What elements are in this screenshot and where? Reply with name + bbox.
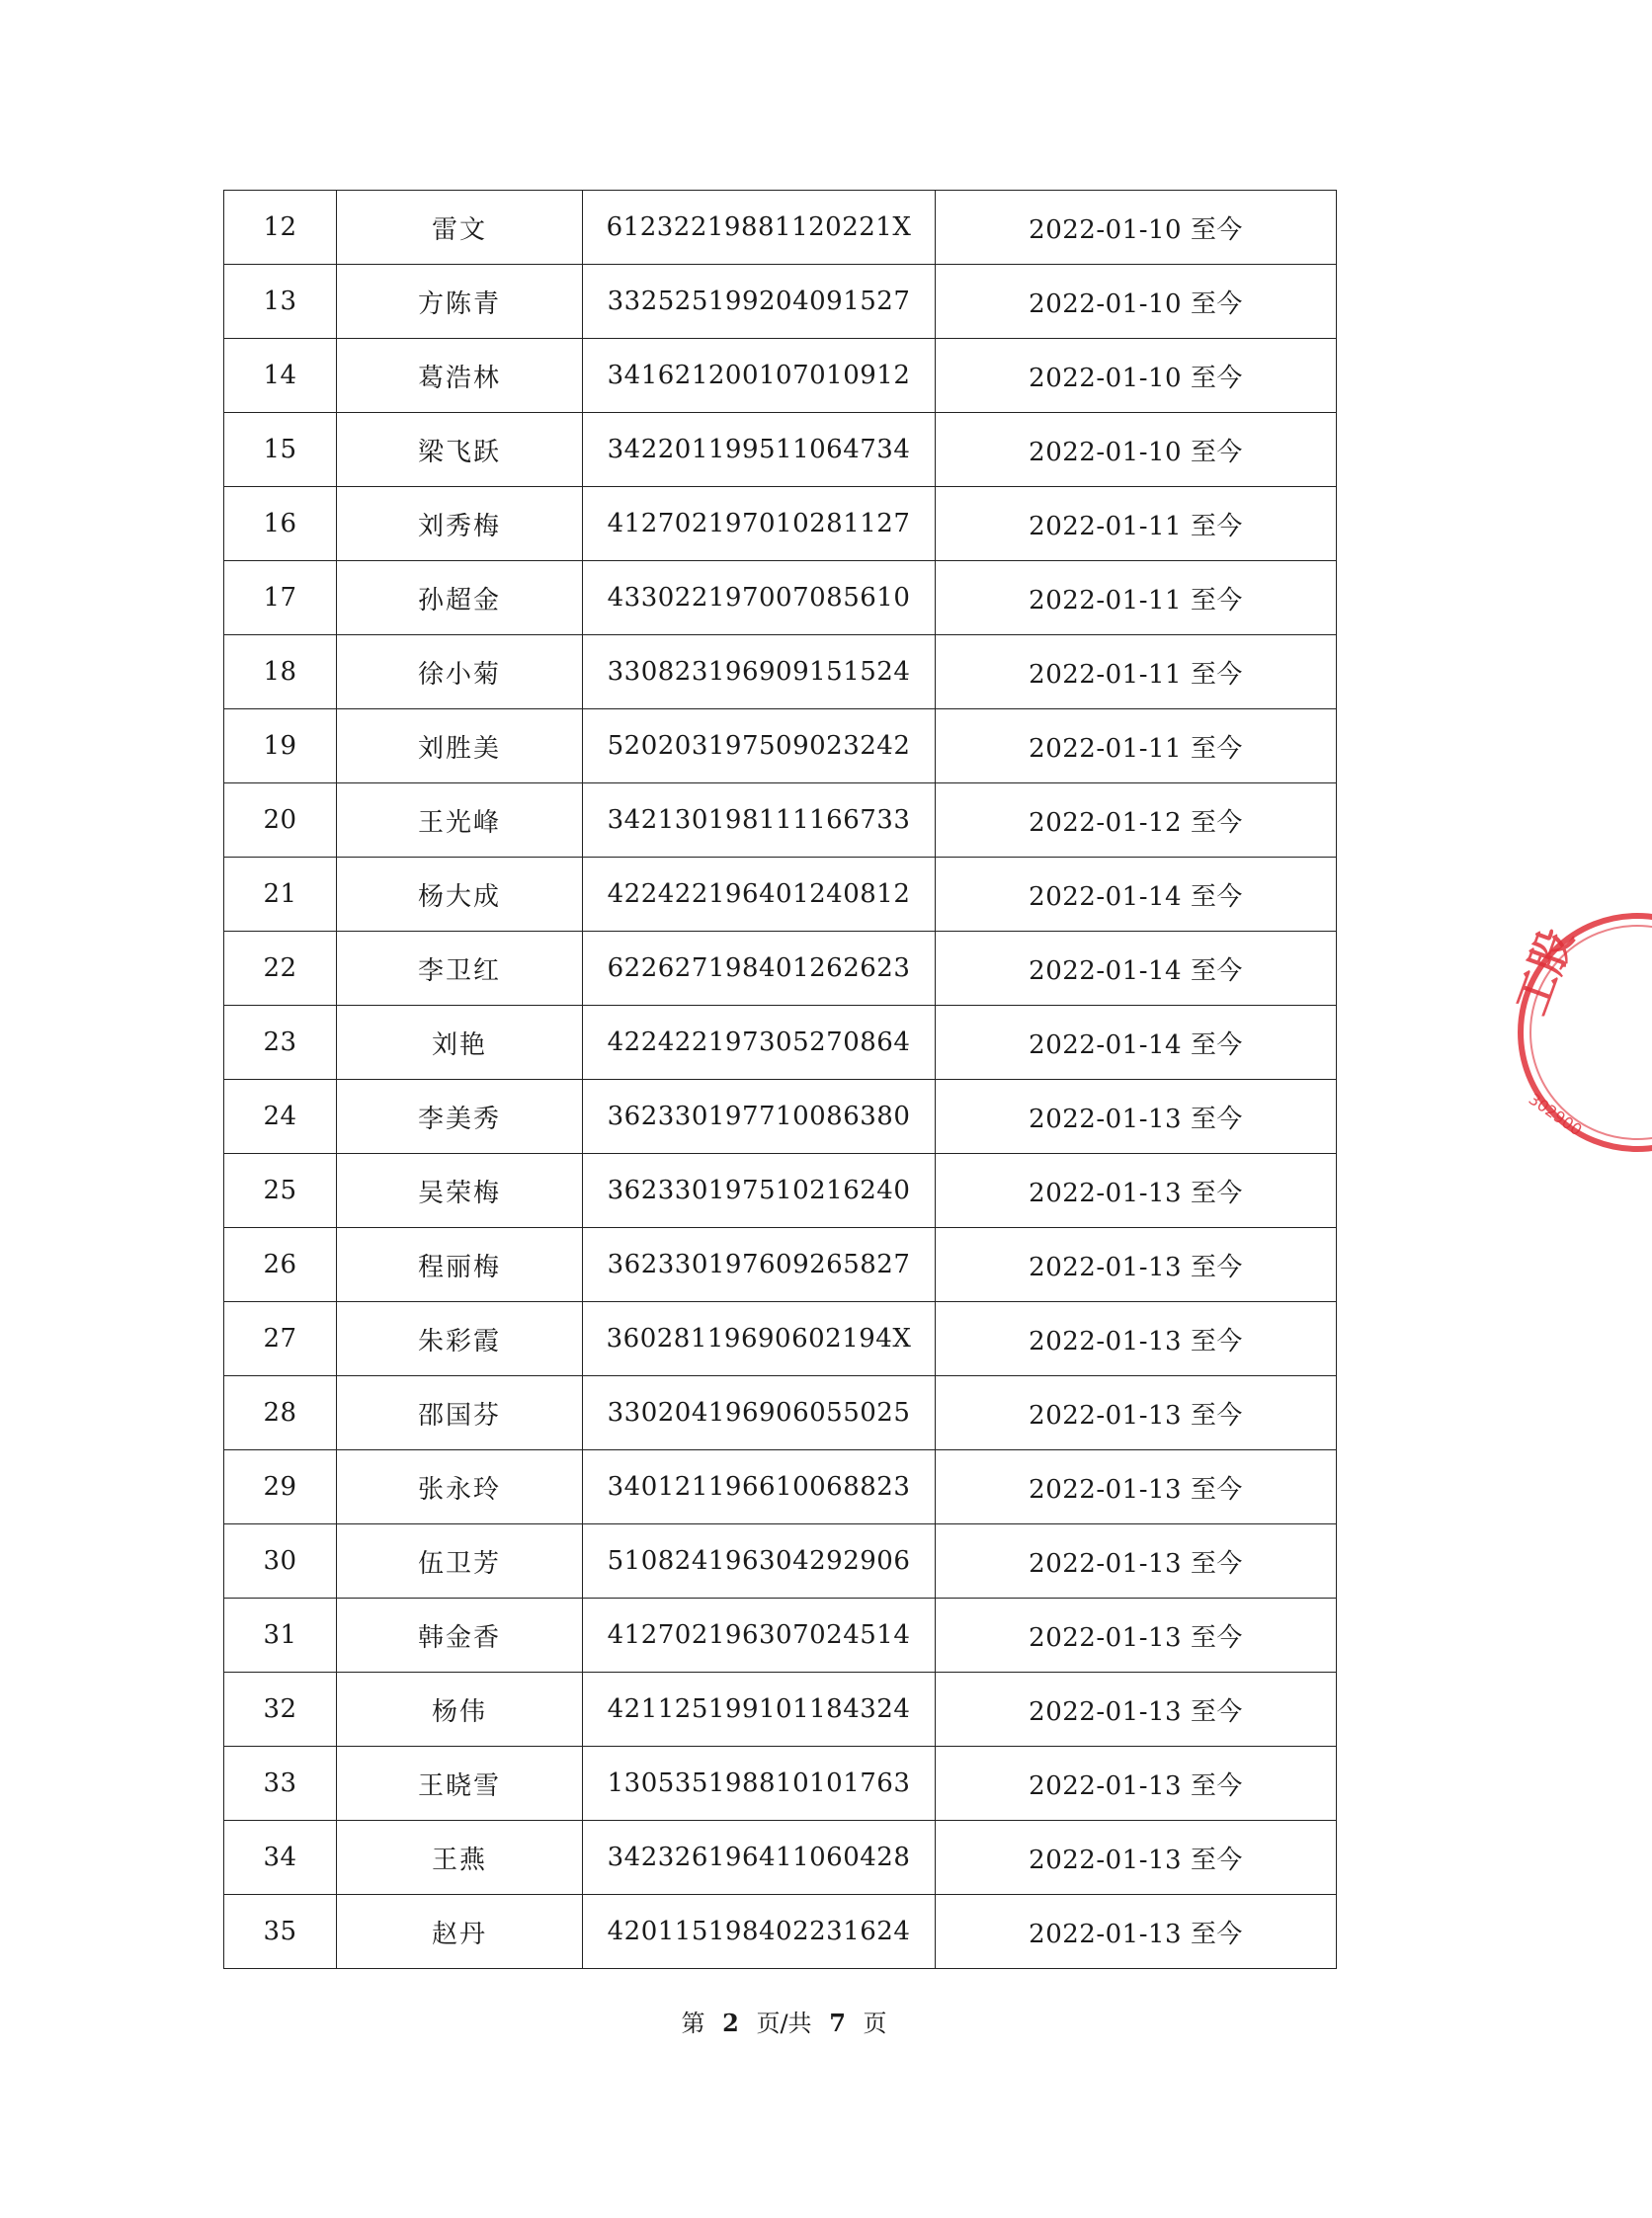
official-seal — [1504, 869, 1652, 1195]
name-cell: 刘胜美 — [337, 709, 583, 783]
table-row — [224, 1895, 1337, 1969]
row-number-cell: 31 — [224, 1599, 337, 1673]
row-number-cell: 16 — [224, 487, 337, 561]
roster-table — [223, 190, 1337, 1969]
footer-total-pages: 7 — [829, 2009, 846, 2037]
table-row — [224, 1154, 1337, 1228]
date-cell: 2022-01-13 至今 — [936, 1228, 1337, 1302]
date-cell: 2022-01-13 至今 — [936, 1302, 1337, 1376]
row-number-cell: 21 — [224, 858, 337, 932]
date-cell: 2022-01-10 至今 — [936, 191, 1337, 265]
table-row — [224, 932, 1337, 1006]
name-cell: 王晓雪 — [337, 1747, 583, 1821]
id-number-cell: 420115198402231624 — [583, 1895, 936, 1969]
id-number-cell: 332525199204091527 — [583, 265, 936, 339]
row-number-cell: 14 — [224, 339, 337, 413]
name-cell: 徐小菊 — [337, 635, 583, 709]
table-row — [224, 191, 1337, 265]
date-cell: 2022-01-13 至今 — [936, 1673, 1337, 1747]
date-cell: 2022-01-13 至今 — [936, 1599, 1337, 1673]
id-number-cell: 412702197010281127 — [583, 487, 936, 561]
row-number-cell: 26 — [224, 1228, 337, 1302]
name-cell: 吴荣梅 — [337, 1154, 583, 1228]
table-row — [224, 1228, 1337, 1302]
date-cell: 2022-01-12 至今 — [936, 783, 1337, 858]
date-cell: 2022-01-10 至今 — [936, 339, 1337, 413]
name-cell: 赵丹 — [337, 1895, 583, 1969]
date-cell: 2022-01-14 至今 — [936, 1006, 1337, 1080]
id-number-cell: 422422196401240812 — [583, 858, 936, 932]
id-number-cell: 36028119690602194X — [583, 1302, 936, 1376]
date-cell: 2022-01-13 至今 — [936, 1524, 1337, 1599]
row-number-cell: 17 — [224, 561, 337, 635]
row-number-cell: 13 — [224, 265, 337, 339]
row-number-cell: 32 — [224, 1673, 337, 1747]
row-number-cell: 35 — [224, 1895, 337, 1969]
date-cell: 2022-01-10 至今 — [936, 265, 1337, 339]
table-row — [224, 858, 1337, 932]
table-row — [224, 1673, 1337, 1747]
date-cell: 2022-01-13 至今 — [936, 1747, 1337, 1821]
footer-current-page: 2 — [722, 2009, 739, 2037]
table-row — [224, 709, 1337, 783]
row-number-cell: 34 — [224, 1821, 337, 1895]
id-number-cell: 342130198111166733 — [583, 783, 936, 858]
id-number-cell: 130535198810101763 — [583, 1747, 936, 1821]
name-cell: 张永玲 — [337, 1450, 583, 1524]
row-number-cell: 28 — [224, 1376, 337, 1450]
name-cell: 伍卫芳 — [337, 1524, 583, 1599]
name-cell: 刘艳 — [337, 1006, 583, 1080]
table-row — [224, 561, 1337, 635]
name-cell: 朱彩霞 — [337, 1302, 583, 1376]
date-cell: 2022-01-13 至今 — [936, 1895, 1337, 1969]
row-number-cell: 15 — [224, 413, 337, 487]
row-number-cell: 33 — [224, 1747, 337, 1821]
date-cell: 2022-01-11 至今 — [936, 709, 1337, 783]
id-number-cell: 342326196411060428 — [583, 1821, 936, 1895]
date-cell: 2022-01-13 至今 — [936, 1376, 1337, 1450]
name-cell: 杨大成 — [337, 858, 583, 932]
id-number-cell: 330823196909151524 — [583, 635, 936, 709]
date-cell: 2022-01-10 至今 — [936, 413, 1337, 487]
id-number-cell: 340121196610068823 — [583, 1450, 936, 1524]
id-number-cell: 433022197007085610 — [583, 561, 936, 635]
table-row — [224, 413, 1337, 487]
date-cell: 2022-01-13 至今 — [936, 1450, 1337, 1524]
table-row — [224, 1450, 1337, 1524]
row-number-cell: 24 — [224, 1080, 337, 1154]
name-cell: 杨伟 — [337, 1673, 583, 1747]
footer-middle: 页/共 — [756, 2010, 812, 2037]
row-number-cell: 27 — [224, 1302, 337, 1376]
table-row — [224, 339, 1337, 413]
date-cell: 2022-01-13 至今 — [936, 1080, 1337, 1154]
id-number-cell: 362330197510216240 — [583, 1154, 936, 1228]
table-row — [224, 1524, 1337, 1599]
row-number-cell: 25 — [224, 1154, 337, 1228]
name-cell: 韩金香 — [337, 1599, 583, 1673]
seal-number: 302900 — [1525, 1089, 1586, 1140]
name-cell: 李卫红 — [337, 932, 583, 1006]
table-row — [224, 783, 1337, 858]
table-row — [224, 1080, 1337, 1154]
name-cell: 雷文 — [337, 191, 583, 265]
id-number-cell: 330204196906055025 — [583, 1376, 936, 1450]
name-cell: 方陈青 — [337, 265, 583, 339]
name-cell: 葛浩林 — [337, 339, 583, 413]
footer-suffix: 页 — [863, 2010, 887, 2037]
name-cell: 孙超金 — [337, 561, 583, 635]
row-number-cell: 18 — [224, 635, 337, 709]
id-number-cell: 342201199511064734 — [583, 413, 936, 487]
name-cell: 王光峰 — [337, 783, 583, 858]
id-number-cell: 412702196307024514 — [583, 1599, 936, 1673]
name-cell: 王燕 — [337, 1821, 583, 1895]
date-cell: 2022-01-11 至今 — [936, 561, 1337, 635]
id-number-cell: 520203197509023242 — [583, 709, 936, 783]
id-number-cell: 421125199101184324 — [583, 1673, 936, 1747]
date-cell: 2022-01-14 至今 — [936, 858, 1337, 932]
table-row — [224, 1376, 1337, 1450]
table-row — [224, 487, 1337, 561]
name-cell: 程丽梅 — [337, 1228, 583, 1302]
id-number-cell: 341621200107010912 — [583, 339, 936, 413]
id-number-cell: 422422197305270864 — [583, 1006, 936, 1080]
date-cell: 2022-01-13 至今 — [936, 1154, 1337, 1228]
table-row — [224, 1599, 1337, 1673]
id-number-cell: 362330197710086380 — [583, 1080, 936, 1154]
row-number-cell: 19 — [224, 709, 337, 783]
id-number-cell: 61232219881120221X — [583, 191, 936, 265]
name-cell: 刘秀梅 — [337, 487, 583, 561]
table-row — [224, 265, 1337, 339]
name-cell: 梁飞跃 — [337, 413, 583, 487]
table-row — [224, 1302, 1337, 1376]
seal-text: 工股 — [1506, 922, 1584, 1022]
table-row — [224, 1821, 1337, 1895]
name-cell: 李美秀 — [337, 1080, 583, 1154]
page-footer — [0, 2004, 1568, 2038]
table-row — [224, 635, 1337, 709]
roster-table-body — [224, 191, 1337, 1969]
table-row — [224, 1747, 1337, 1821]
row-number-cell: 22 — [224, 932, 337, 1006]
name-cell: 邵国芬 — [337, 1376, 583, 1450]
table-row — [224, 1006, 1337, 1080]
date-cell: 2022-01-14 至今 — [936, 932, 1337, 1006]
row-number-cell: 20 — [224, 783, 337, 858]
row-number-cell: 23 — [224, 1006, 337, 1080]
id-number-cell: 362330197609265827 — [583, 1228, 936, 1302]
id-number-cell: 622627198401262623 — [583, 932, 936, 1006]
row-number-cell: 29 — [224, 1450, 337, 1524]
footer-prefix: 第 — [681, 2010, 705, 2037]
date-cell: 2022-01-11 至今 — [936, 635, 1337, 709]
id-number-cell: 510824196304292906 — [583, 1524, 936, 1599]
row-number-cell: 12 — [224, 191, 337, 265]
row-number-cell: 30 — [224, 1524, 337, 1599]
date-cell: 2022-01-11 至今 — [936, 487, 1337, 561]
date-cell: 2022-01-13 至今 — [936, 1821, 1337, 1895]
